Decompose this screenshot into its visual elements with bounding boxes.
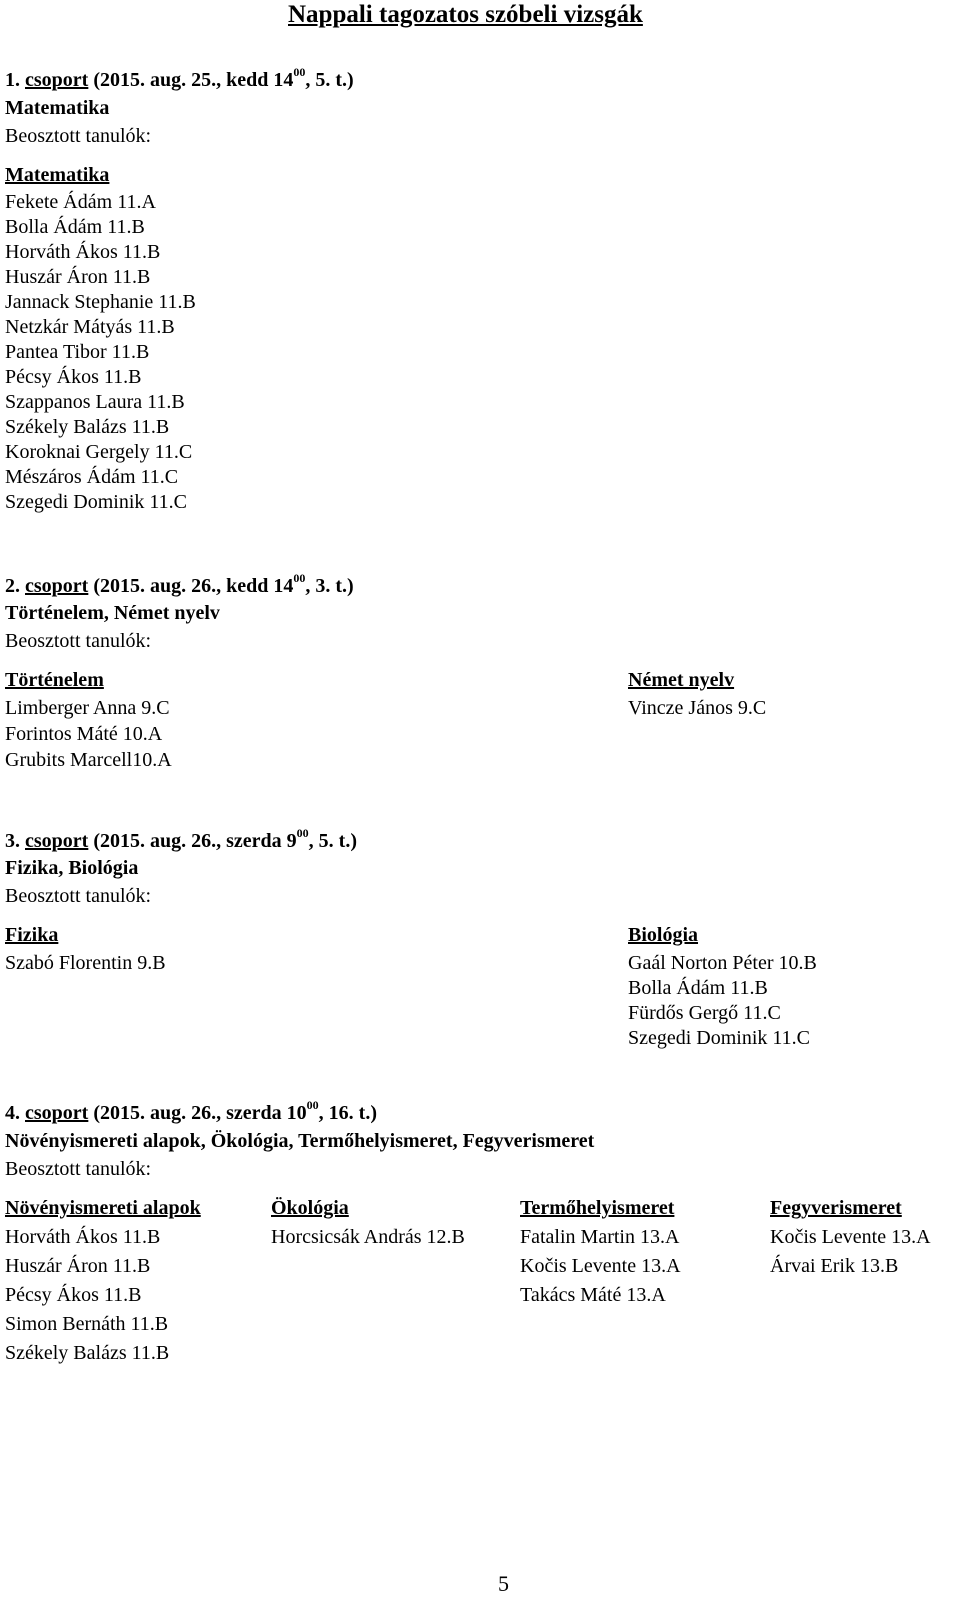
student: Fatalin Martin 13.A (520, 1226, 680, 1248)
group-4-col-4-subject: Fegyverismeret (770, 1197, 902, 1219)
student: Huszár Áron 11.B (5, 1255, 151, 1277)
time-minutes: 00 (296, 826, 309, 841)
group-number: 1. (5, 69, 20, 91)
student: Pécsy Ákos 11.B (5, 366, 142, 388)
student: Netzkár Mátyás 11.B (5, 316, 175, 338)
student: Árvai Erik 13.B (770, 1255, 899, 1277)
group-number: 3. (5, 830, 20, 852)
student: Horváth Ákos 11.B (5, 241, 161, 263)
group-3-col-2-subject: Biológia (628, 924, 699, 946)
page-title: Nappali tagozatos szóbeli vizsgák (288, 1, 643, 28)
group-4-assigned-label: Beosztott tanulók: (5, 1158, 152, 1180)
student: Fekete Ádám 11.A (5, 191, 156, 213)
group-word: csoport (25, 830, 89, 852)
time-minutes: 00 (293, 65, 306, 80)
student: Szegedi Dominik 11.C (628, 1027, 811, 1049)
group-1-subjects: Matematika (5, 97, 110, 119)
student: Pécsy Ákos 11.B (5, 1284, 142, 1306)
student: Bolla Ádám 11.B (5, 216, 145, 238)
group-word: csoport (25, 1102, 89, 1124)
student: Székely Balázs 11.B (5, 416, 170, 438)
student: Forintos Máté 10.A (5, 723, 163, 745)
group-datetime: (2015. aug. 26., szerda 10 (88, 1102, 307, 1124)
time-minutes: 00 (306, 1098, 319, 1113)
student: Gaál Norton Péter 10.B (628, 952, 817, 974)
student: Huszár Áron 11.B (5, 266, 151, 288)
group-2-heading (5, 571, 354, 598)
group-room: , 16. t.) (318, 1102, 377, 1124)
group-4-col-1-subject: Növényismereti alapok (5, 1197, 201, 1219)
student: Szabó Florentin 9.B (5, 952, 166, 974)
group-number: 4. (5, 1102, 20, 1124)
group-4-subjects: Növényismereti alapok, Ökológia, Termőhelyismeret, Fegyverismeret (5, 1130, 595, 1152)
group-word: csoport (25, 575, 89, 597)
group-room: , 5. t.) (308, 830, 357, 852)
student: Bolla Ádám 11.B (628, 977, 768, 999)
group-2-subjects: Történelem, Német nyelv (5, 602, 220, 624)
student: Fürdős Gergő 11.C (628, 1002, 781, 1024)
group-2-col-2-subject: Német nyelv (628, 669, 735, 691)
group-room: , 5. t.) (305, 69, 354, 91)
group-room: , 3. t.) (305, 575, 354, 597)
student: Kočis Levente 13.A (520, 1255, 681, 1277)
group-datetime: (2015. aug. 25., kedd 14 (88, 69, 294, 91)
student: Simon Bernáth 11.B (5, 1313, 169, 1335)
student: Koroknai Gergely 11.C (5, 441, 193, 463)
group-number: 2. (5, 575, 20, 597)
group-1-assigned-label: Beosztott tanulók: (5, 125, 152, 147)
group-3-heading (5, 826, 357, 853)
group-3-subjects: Fizika, Biológia (5, 857, 139, 879)
group-word: csoport (25, 69, 89, 91)
student: Székely Balázs 11.B (5, 1342, 170, 1364)
group-3-col-1-subject: Fizika (5, 924, 59, 946)
group-4-col-3-subject: Termőhelyismeret (520, 1197, 675, 1219)
student: Limberger Anna 9.C (5, 697, 170, 719)
student: Vincze János 9.C (628, 697, 767, 719)
group-2-assigned-label: Beosztott tanulók: (5, 630, 152, 652)
student: Kočis Levente 13.A (770, 1226, 931, 1248)
group-datetime: (2015. aug. 26., kedd 14 (88, 575, 294, 597)
page-number: 5 (498, 1571, 509, 1596)
group-4-col-2-subject: Ökológia (271, 1197, 349, 1219)
group-datetime: (2015. aug. 26., szerda 9 (88, 830, 297, 852)
student: Grubits Marcell10.A (5, 749, 172, 771)
student: Szappanos Laura 11.B (5, 391, 185, 413)
student: Horváth Ákos 11.B (5, 1226, 161, 1248)
student: Szegedi Dominik 11.C (5, 491, 188, 513)
time-minutes: 00 (293, 571, 306, 586)
group-4-heading (5, 1098, 377, 1125)
student: Horcsicsák András 12.B (271, 1226, 465, 1248)
group-2-col-1-subject: Történelem (5, 669, 104, 691)
student: Pantea Tibor 11.B (5, 341, 150, 363)
student: Takács Máté 13.A (520, 1284, 666, 1306)
student: Mészáros Ádám 11.C (5, 466, 179, 488)
group-1-col-1-subject: Matematika (5, 164, 110, 186)
student: Jannack Stephanie 11.B (5, 291, 196, 313)
group-3-assigned-label: Beosztott tanulók: (5, 885, 152, 907)
group-1-heading (5, 65, 354, 92)
